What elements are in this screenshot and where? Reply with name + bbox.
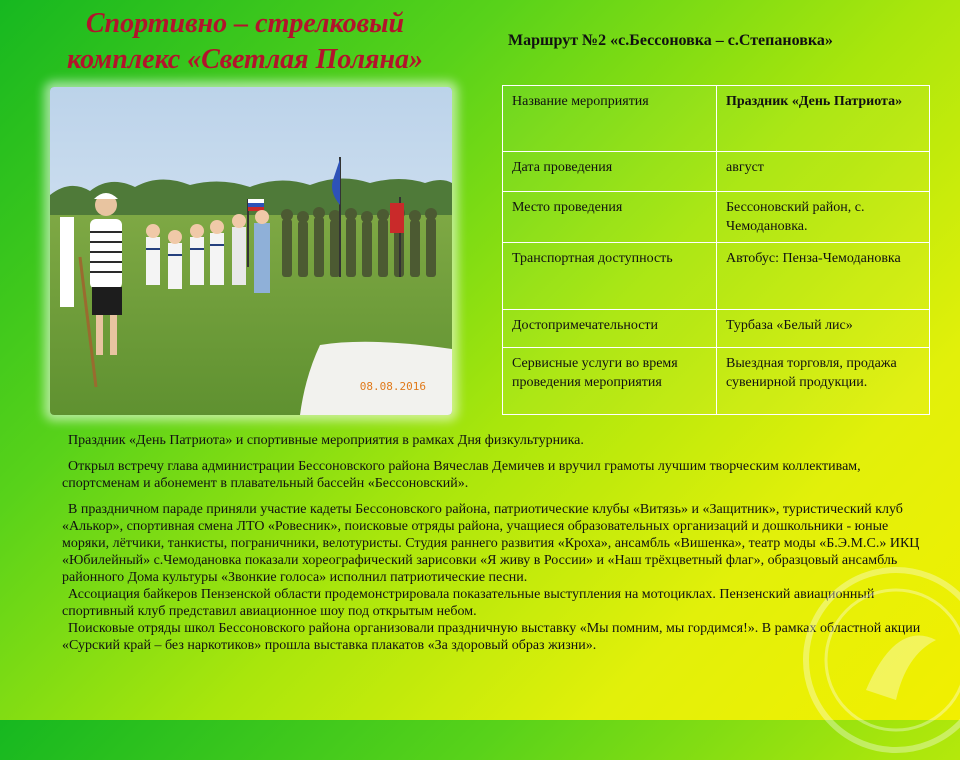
table-value: Автобус: Пенза-Чемодановка	[717, 243, 930, 310]
photo-date-stamp: 08.08.2016	[359, 380, 426, 393]
table-row	[503, 348, 930, 415]
table-row	[503, 192, 930, 243]
table-key: Сервисные услуги во время проведения мероприятия	[503, 348, 717, 415]
paragraph: Поисковые отряды школ Бессоновского района организовали праздничную выставку «Мы помним, мы гордимся!». В рамках областной акции «Сурский край – без наркотиков» прошла выставка плакатов «За здоровый образ жизни».	[62, 621, 921, 653]
table-row	[503, 86, 930, 152]
table-value: Турбаза «Белый лис»	[717, 310, 930, 348]
table-value: Бессоновский район, с. Чемодановка.	[717, 192, 930, 243]
parade-photo-illustration	[50, 87, 452, 415]
route-label: Маршрут №2 «с.Бессоновка – с.Степановка»	[508, 32, 833, 49]
title-line-1: Спортивно – стрелковый	[85, 8, 405, 39]
table-key: Транспортная доступность	[503, 243, 717, 310]
event-photo	[50, 87, 452, 415]
title-line-2: комплекс «Светлая Поляна»	[66, 44, 424, 75]
table-row	[503, 310, 930, 348]
table-row	[503, 243, 930, 310]
table-value: август	[717, 152, 930, 192]
paragraph: В праздничном параде приняли участие кадеты Бессоновского района, патриотические клубы «Витязь» и «Защитник», туристический клуб «Алькор», спортивная смена ЛТО «Ровесник», поисковые отряды района, учащиеся образовательных организаций и дошкольники - юные моряки, лётчики, танкисты, пограничники, велотуристы. Студия раннего развития «Кроха», ансамбль «Вишенка», театр моды «Б.Э.М.С.» ИКЦ «Юбилейный» с.Чемодановка показали хореографический зарисовки «Я живу в России» и «Наш трёхцветный флаг», образцовый ансамбль районного Дома культуры «Звонкие голоса» исполнил патриотические песни.	[62, 502, 920, 585]
table-key: Дата проведения	[503, 152, 717, 192]
table-row	[503, 152, 930, 192]
paragraph: Открыл встречу глава администрации Бессоновского района Вячеслав Демичев и вручил грамоты лучшим творческим коллективам, спортсменам и абонемент в плавательный бассейн «Бессоновский».	[62, 459, 861, 491]
event-info-table	[502, 85, 930, 415]
paragraph: Ассоциация байкеров Пензенской области продемонстрировала показательные выступления на мотоциклах. Пензенский авиационный спортивный клуб представил авиационное шоу под открытым небом.	[62, 587, 875, 619]
emblem-watermark-icon	[796, 560, 960, 760]
table-key: Название мероприятия	[503, 86, 717, 152]
table-key: Место проведения	[503, 192, 717, 243]
paragraph: Праздник «День Патриота» и спортивные мероприятия в рамках Дня физкультурника.	[68, 433, 584, 448]
table-value: Выездная торговля, продажа сувенирной продукции.	[717, 348, 930, 415]
event-name-value: Праздник «День Патриота»	[717, 86, 930, 152]
table-key: Достопримечательности	[503, 310, 717, 348]
page-title	[30, 6, 460, 78]
